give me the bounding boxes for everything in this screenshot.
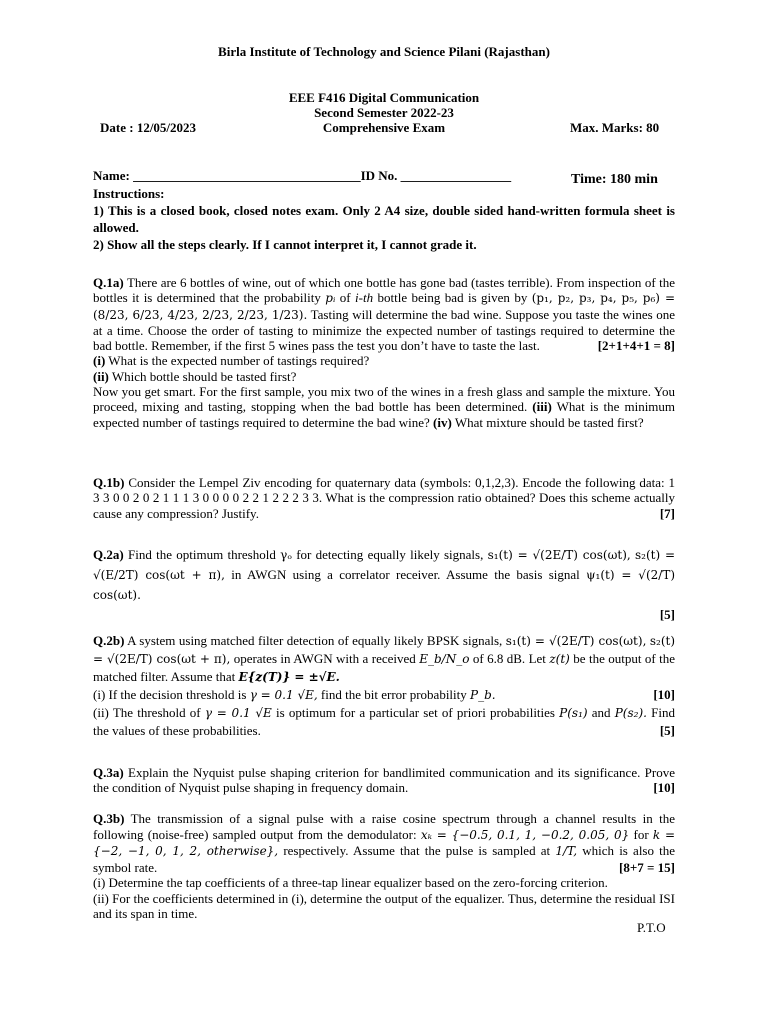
q2b-text-4: be the output of the matched filter. Assume that xyxy=(93,651,676,684)
q2b-ps1: P(s₁) xyxy=(559,706,588,720)
q2b-text-1: A system using matched filter detection of equally likely BPSK signals, xyxy=(127,633,503,648)
q1b-text: Consider the Lempel Ziv encoding for quaternary data (symbols: 0,1,2,3). Encode the following data: 1 3 3 0 0 2 0 2 1 1 1 3 0 0 0 0 2 2 1 2 2 2 3 3. What is the compression ratio obtained? Does this scheme actually cause any compression? Justify. xyxy=(93,475,676,521)
q2b-ii-text-1: (ii) The threshold of xyxy=(93,705,201,720)
q2b-pb: P_b. xyxy=(470,688,496,702)
q1a-of: of xyxy=(339,290,351,306)
question-2a xyxy=(93,545,675,624)
q1a-i-label: (i) xyxy=(93,353,106,369)
q2a-label: Q.2a) xyxy=(93,547,124,562)
q2b-s1: s₁(t) = √(2E/T) cos(ωt), xyxy=(505,634,647,648)
q2a-s1: s₁(t) = √(2E/T) cos(ωt), xyxy=(487,548,631,562)
instruction-2: 2) Show all the steps clearly. If I cannot interpret it, I cannot grade it. xyxy=(93,237,477,252)
q2b-text-2: operates in AWGN with a received xyxy=(233,651,416,666)
q1a-text-4: Now you get smart. For the first sample, you mix two of the wines in a fresh glass and sample the mixture. You proceed, mixing and tasting, stopping when the bad bottle has been determined. xyxy=(93,384,675,415)
q1a-marks: [2+1+4+1 = 8] xyxy=(597,338,675,354)
time-allowed: Time: 180 min xyxy=(571,172,658,187)
q3b-marks: [8+7 = 15] xyxy=(619,859,675,875)
question-1a xyxy=(93,275,675,430)
q3a-marks: [10] xyxy=(653,780,675,796)
name-id-line: Name: ___________________________________ID No. _________________ xyxy=(93,168,512,183)
max-marks: Max. Marks: 80 xyxy=(570,120,660,135)
q2b-ii-text-2: is optimum for a particular set of priori probabilities xyxy=(276,705,555,720)
q1a-label: Q.1a) xyxy=(93,275,124,290)
question-1b xyxy=(93,475,675,521)
q1a-formula: (p₁, p₂, p₃, p₄, p₅, p₆) = (8/23, 6/23, 4/23, 2/23, 2/23, 1/23). xyxy=(93,291,675,322)
instruction-1: 1) This is a closed book, closed notes exam. Only 2 A4 size, double sided hand-written formula sheet is allowed. xyxy=(93,203,675,235)
q2b-s2: s₂(t) = √(2E/T) cos(ωt + π), xyxy=(93,634,676,666)
q1b-marks: [7] xyxy=(659,505,675,521)
q2a-text-2: for detecting equally likely signals, xyxy=(296,547,484,562)
q1a-iv-text: What mixture should be tasted first? xyxy=(454,414,644,430)
q2a-marks: [5] xyxy=(659,607,675,622)
q1b-label: Q.1b) xyxy=(93,475,125,490)
q1a-ii-text: Which bottle should be tasted first? xyxy=(111,368,297,384)
q1a-i-text: What is the expected number of tastings required? xyxy=(108,353,370,369)
q3b-text-1: The transmission of a signal pulse with a raise cosine spectrum through a channel results in the following (noise-free) sampled output from the demodulator: xyxy=(93,811,676,842)
q2a-text-3: in AWGN using a correlator receiver. Assume the basis signal xyxy=(231,567,580,582)
course-title: EEE F416 Digital Communication xyxy=(288,90,480,105)
q3b-ii-text: (ii) For the coefficients determined in (i), determine the output of the equalizer. Thus, determine the residual ISI and its span in time. xyxy=(93,890,675,921)
institute-title: Birla Institute of Technology and Science Pilani (Rajasthan) xyxy=(218,44,550,59)
instructions-title: Instructions: xyxy=(93,186,165,201)
pto-label: P.T.O xyxy=(637,920,666,935)
exam-date: Date : 12/05/2023 xyxy=(100,120,197,135)
q3a-text: Explain the Nyquist pulse shaping criterion for bandlimited communication and its significance. Prove the condition of Nyquist pulse shaping in frequency domain. xyxy=(93,765,676,796)
q3b-text-3: which is also the symbol rate. xyxy=(93,843,676,875)
q3b-text-2: respectively. Assume that the pulse is sampled at xyxy=(283,843,551,858)
q2b-ii-gamma: γ = 0.1 √E xyxy=(204,706,272,720)
question-3a xyxy=(93,765,675,796)
q1a-ii-label: (ii) xyxy=(93,368,109,384)
q1a-pi: pᵢ xyxy=(325,291,336,306)
q2b-i-marks: [10] xyxy=(653,687,675,702)
q3b-xk: xₖ = {−0.5, 0.1, 1, −0.2, 0.05, 0} xyxy=(420,827,630,842)
q3b-for: for xyxy=(633,826,649,842)
q2a-gamma: γₒ xyxy=(280,548,292,562)
q3b-rate: 1/T, xyxy=(555,844,578,858)
q2b-ii-marks: [5] xyxy=(659,723,675,738)
q2b-i-text-2: find the bit error probability xyxy=(320,687,467,702)
q2b-ps2: P(s₂). xyxy=(614,706,647,720)
exam-type: Comprehensive Exam xyxy=(322,120,446,135)
q2b-i-text-1: (i) If the decision threshold is xyxy=(93,687,247,702)
q1a-iv-label: (iv) xyxy=(433,414,452,430)
question-2b xyxy=(93,632,675,740)
q1a-iii-label: (iii) xyxy=(532,399,552,415)
q1a-ith: i-th xyxy=(355,290,374,306)
q1a-text-3: Tasting will determine the bad wine. Suppose you taste the wines one at a time. Choose the order of tasting to minimize the expected number of tastings required to determine the bad bottle. Remember, if the first 5 wines pass the test you don’t have to taste the last. xyxy=(93,306,676,354)
q2b-label: Q.2b) xyxy=(93,633,125,648)
q2b-expectation: E{z(T)} = ±√E. xyxy=(238,670,340,684)
q3b-i-text: (i) Determine the tap coefficients of a three-tap linear equalizer based on the zero-forcing criterion. xyxy=(93,875,608,890)
q3b-k: k = {−2, −1, 0, 1, 2, otherwise}, xyxy=(93,827,676,858)
q2b-text-3: of 6.8 dB. Let xyxy=(472,651,546,666)
instructions xyxy=(93,185,675,253)
q2a-psi: ψ₁(t) = √(2/T) cos(ωt). xyxy=(93,568,675,602)
q1a-text-1: There are 6 bottles of wine, out of which one bottle has gone bad (tastes terrible). From inspection of the bottles it is determined that the probability xyxy=(93,275,675,306)
q2a-s2: s₂(t) = √(E/2T) cos(ωt + π), xyxy=(93,548,676,582)
q1a-text-2: bottle being bad is given by xyxy=(377,290,528,306)
semester-title: Second Semester 2022-23 xyxy=(314,105,454,120)
q3a-label: Q.3a) xyxy=(93,765,124,780)
q2b-ebno: E_b/N_o xyxy=(419,652,470,666)
q2a-text-1: Find the optimum threshold xyxy=(127,547,276,562)
q1a-iii-text: What is the minimum expected number of tastings required to determine the bad wine? xyxy=(93,399,676,430)
question-3b xyxy=(93,811,675,922)
q2b-i-gamma: γ = 0.1 √E, xyxy=(249,688,318,702)
q2b-ii-text-3: Find the values of these probabilities. xyxy=(93,705,675,738)
q2b-and: and xyxy=(591,705,611,720)
q2b-zt: z(t) xyxy=(549,652,570,666)
q3b-label: Q.3b) xyxy=(93,811,125,826)
